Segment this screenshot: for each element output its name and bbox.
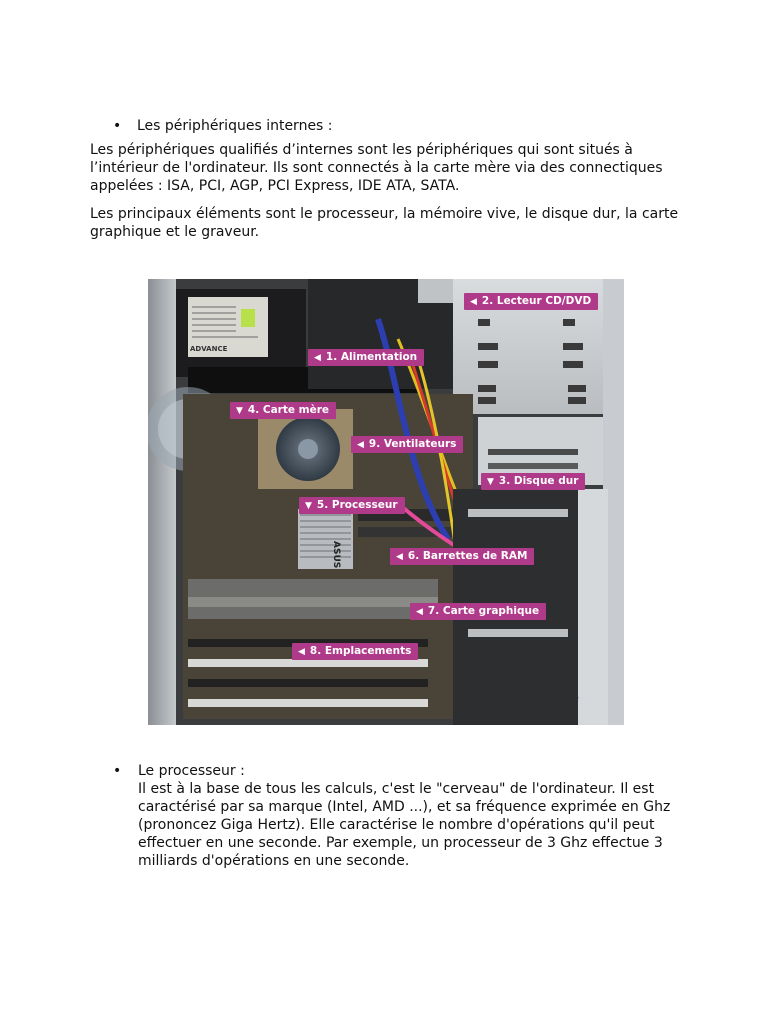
processeur-content bbox=[138, 762, 698, 870]
label-processeur bbox=[299, 497, 405, 514]
label-disque-dur bbox=[481, 473, 585, 490]
arrow-left-icon: ◀ bbox=[357, 440, 364, 450]
label-text: 9. Ventilateurs bbox=[368, 438, 457, 450]
paragraph-text: Les périphériques qualifiés d’internes sont les périphériques qui sont situés à l’intérieur de l'ordinateur. Ils sont connectés à la carte mère via des connectiques appelées : ISA, PCI, AGP, PCI Express, IDE ATA, SATA. bbox=[90, 142, 663, 194]
paragraph-text: Il est à la base de tous les calculs, c'est le "cerveau" de l'ordinateur. Il est caractérisé par sa marque (Intel, AMD ...), et sa fréquence exprimée en Ghz (prononcez Giga Hertz). Elle caractérise le nombre d'opérations qu'il peut effectuer en une seconde. Par exemple, un processeur de 3 Ghz effectue 3 milliards d'opérations en une seconde. bbox=[138, 781, 671, 869]
section-heading: Le processeur : bbox=[138, 763, 245, 779]
arrow-left-icon: ◀ bbox=[416, 607, 423, 617]
label-lecteur-cd-dvd bbox=[464, 293, 598, 310]
paragraph-main-elements bbox=[90, 205, 690, 241]
label-text: 7. Carte graphique bbox=[427, 605, 540, 617]
label-text: 8. Emplacements bbox=[309, 645, 412, 657]
bullet-item-internal-peripherals bbox=[113, 117, 333, 135]
psu-brand-text: ADVANCE bbox=[190, 345, 228, 353]
label-carte-mere bbox=[230, 402, 336, 419]
label-text: 5. Processeur bbox=[316, 499, 398, 511]
board-brand-text: ASUS bbox=[331, 541, 341, 569]
paragraph-intro bbox=[90, 141, 690, 195]
bullet-marker: • bbox=[113, 118, 122, 134]
paragraph-text: Les principaux éléments sont le processeur, la mémoire vive, le disque dur, la carte graphique et le graveur. bbox=[90, 206, 679, 240]
label-carte-graphique bbox=[410, 603, 546, 620]
label-text: 1. Alimentation bbox=[325, 351, 418, 363]
label-text: 3. Disque dur bbox=[498, 475, 579, 487]
arrow-down-icon: ▼ bbox=[487, 477, 494, 487]
label-alimentation bbox=[308, 349, 424, 366]
bullet-marker: • bbox=[113, 763, 122, 779]
arrow-left-icon: ◀ bbox=[298, 647, 305, 657]
label-ventilateurs bbox=[351, 436, 463, 453]
arrow-down-icon: ▼ bbox=[236, 406, 243, 416]
section-heading: Les périphériques internes : bbox=[137, 118, 333, 134]
label-text: 6. Barrettes de RAM bbox=[407, 550, 528, 562]
arrow-down-icon: ▼ bbox=[305, 501, 312, 511]
label-barrettes-ram bbox=[390, 548, 534, 565]
computer-interior-photo bbox=[148, 279, 624, 725]
arrow-left-icon: ◀ bbox=[314, 353, 321, 363]
arrow-left-icon: ◀ bbox=[470, 297, 477, 307]
label-emplacements bbox=[292, 643, 418, 660]
arrow-left-icon: ◀ bbox=[396, 552, 403, 562]
label-text: 4. Carte mère bbox=[247, 404, 329, 416]
label-text: 2. Lecteur CD/DVD bbox=[481, 295, 592, 307]
